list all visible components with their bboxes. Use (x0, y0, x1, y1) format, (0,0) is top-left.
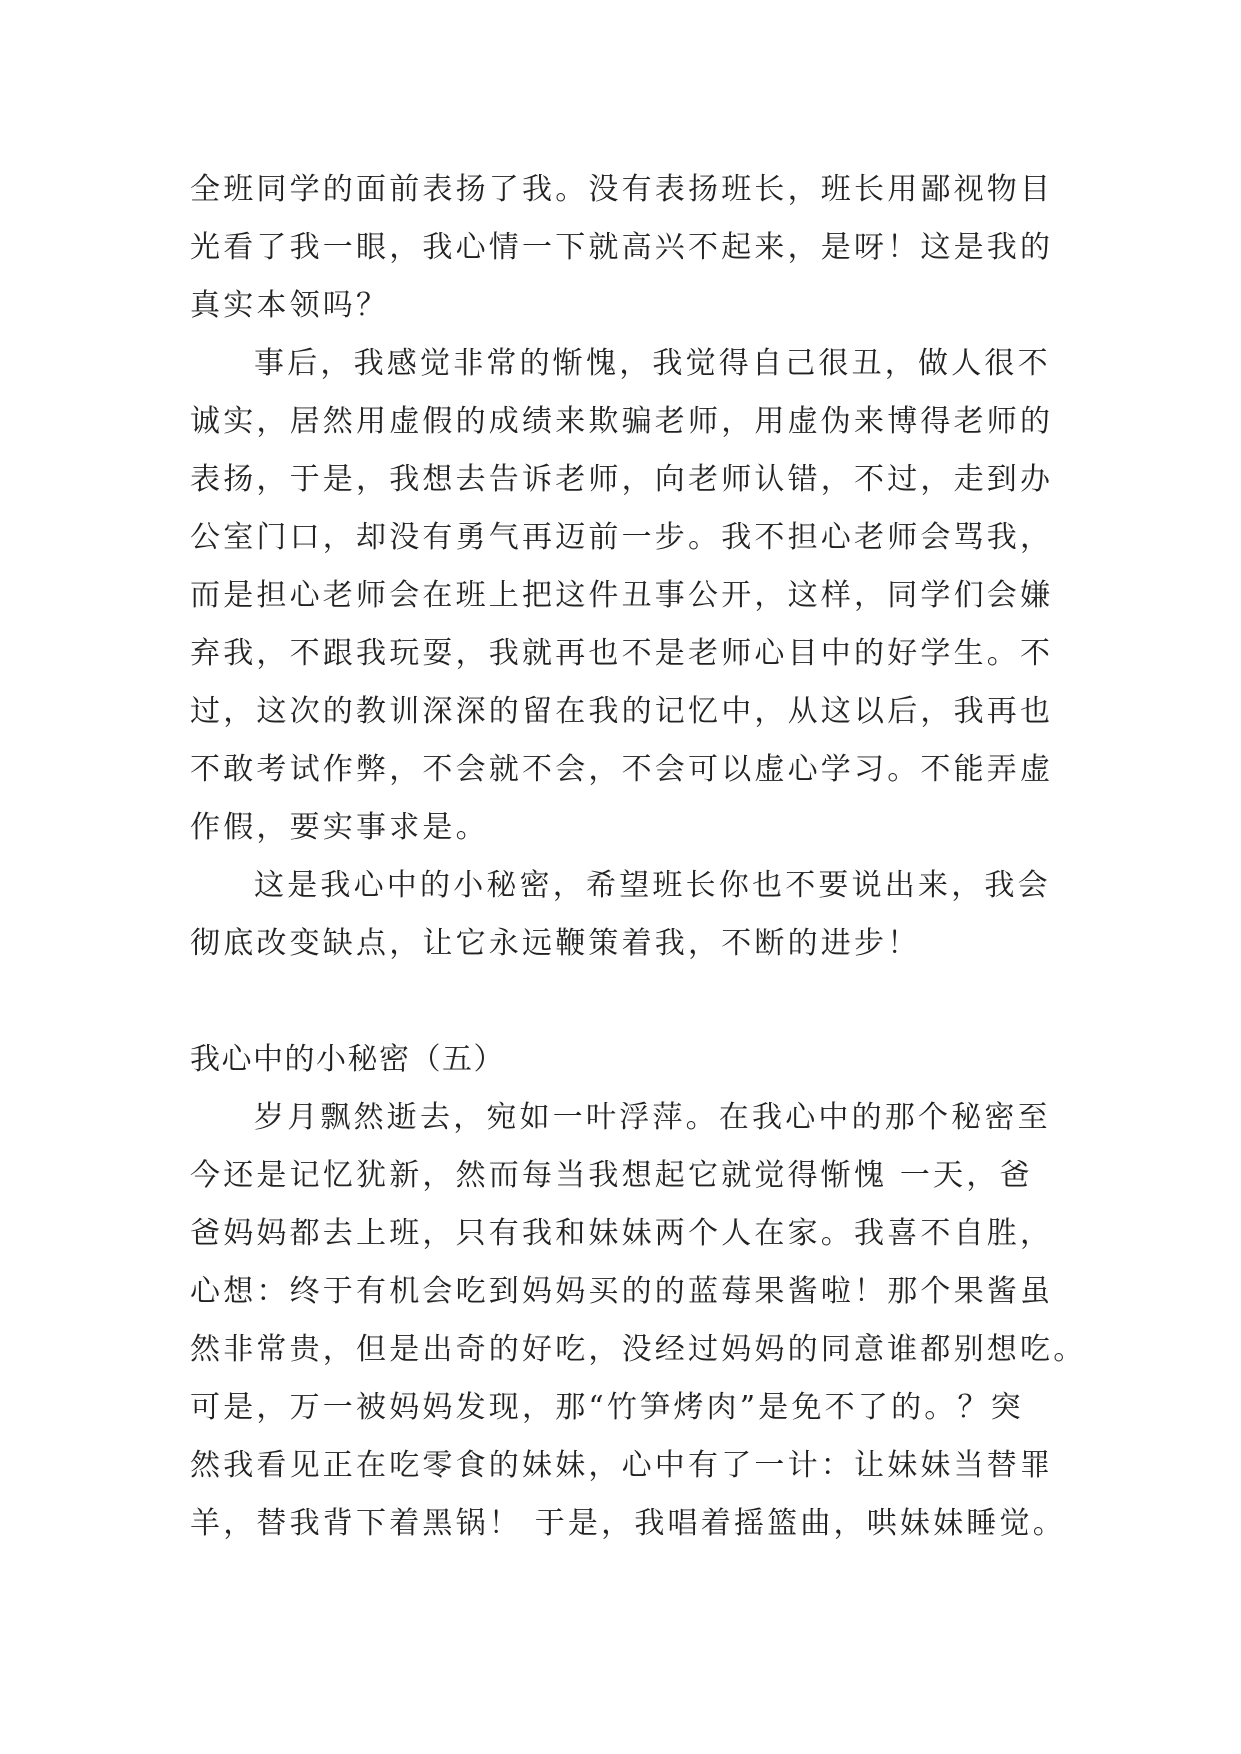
section-spacer (190, 973, 1070, 1031)
text-line: 过，这次的教训深深的留在我的记忆中，从这以后，我再也 (190, 694, 1054, 729)
text-line: 彻底改变缺点，让它永远鞭策着我，不断的进步！ (190, 926, 921, 961)
text-line: 弃我，不跟我玩耍，我就再也不是老师心目中的好学生。不 (190, 636, 1054, 671)
text-line: 这是我心中的小秘密，希望班长你也不要说出来，我会 (254, 868, 1051, 903)
text-line: 真实本领吗？ (190, 288, 390, 323)
text-line: 羊，替我背下着黑锅！ 于是，我唱着摇篮曲，哄妹妹睡觉。 (190, 1506, 1066, 1541)
text-line: 然我看见正在吃零食的妹妹，心中有了一计：让妹妹当替罪 (190, 1448, 1054, 1483)
paragraph-4 (190, 1089, 1087, 1553)
text-line: 然非常贵，但是出奇的好吃，没经过妈妈的同意谁都别想吃。 (190, 1332, 1087, 1367)
text-line: 可是，万一被妈妈发现，那“竹笋烤肉”是免不了的。？突 (190, 1390, 1024, 1425)
text-line: 爸妈妈都去上班，只有我和妹妹两个人在家。我喜不自胜， (190, 1216, 1054, 1251)
text-line: 公室门口，却没有勇气再迈前一步。我不担心老师会骂我， (190, 520, 1054, 555)
text-line: 而是担心老师会在班上把这件丑事公开，这样，同学们会嫌 (190, 578, 1054, 613)
text-line: 全班同学的面前表扬了我。没有表扬班长，班长用鄙视物目 (190, 172, 1054, 207)
text-line: 事后，我感觉非常的惭愧，我觉得自己很丑，做人很不 (254, 346, 1051, 381)
document-body (190, 161, 1087, 1553)
section-title: 我心中的小秘密（五） (190, 1042, 505, 1077)
text-line: 不敢考试作弊，不会就不会，不会可以虚心学习。不能弄虚 (190, 752, 1054, 787)
text-line: 光看了我一眼，我心情一下就高兴不起来，是呀！这是我的 (190, 230, 1054, 265)
paragraph-2 (190, 335, 1070, 857)
text-line: 诚实，居然用虚假的成绩来欺骗老师，用虚伪来博得老师的 (190, 404, 1054, 439)
text-line: 作假，要实事求是。 (190, 810, 489, 845)
text-line: 岁月飘然逝去，宛如一叶浮萍。在我心中的那个秘密至 (254, 1100, 1051, 1135)
text-line: 表扬，于是，我想去告诉老师，向老师认错，不过，走到办 (190, 462, 1054, 497)
text-line: 心想：终于有机会吃到妈妈买的的蓝莓果酱啦！那个果酱虽 (190, 1274, 1054, 1309)
paragraph-1 (190, 161, 1070, 335)
text-line: 今还是记忆犹新，然而每当我想起它就觉得惭愧 一天，爸 (190, 1158, 1033, 1193)
paragraph-3 (190, 857, 1070, 973)
